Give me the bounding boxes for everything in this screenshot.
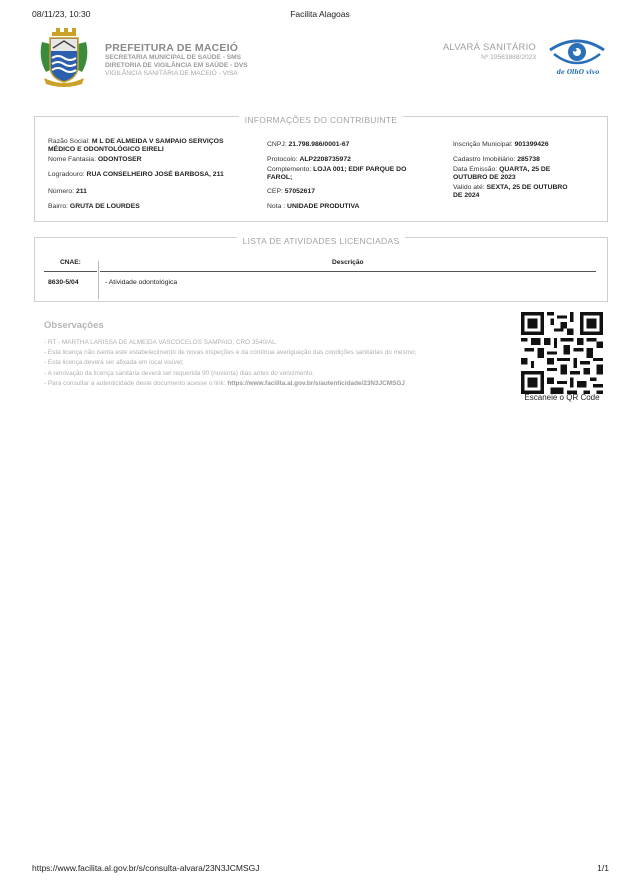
atividades-section (34, 237, 608, 302)
print-page-count: 1/1 (597, 863, 609, 873)
emissao-value-cont: OUTUBRO DE 2023 (453, 174, 516, 181)
valido-value: SEXTA, 25 DE OUTUBRO (486, 184, 568, 191)
nome-fantasia-value: ODONTOSER (97, 156, 142, 163)
observacoes-title: Observações (44, 320, 104, 331)
contribuinte-section-title: INFORMAÇÕES DO CONTRIBUINTE (239, 115, 404, 125)
row-descricao: - Atividade odontológica (105, 279, 178, 286)
nome-fantasia-field (48, 156, 142, 164)
razao-social-value-cont: MÉDICO E ODONTOLÓGICO EIRELI (48, 146, 164, 153)
list-item: - Esta licença não isenta este estabelecimento de novas inspeções e da contínua averiguação das condições sanitárias do mesmo; (44, 349, 417, 357)
valido-label: Valido até: (453, 184, 485, 191)
cadastro-imobiliario-field (453, 156, 540, 164)
cnpj-field (267, 141, 349, 149)
cep-field (267, 188, 315, 196)
emissao-label: Data Emissão: (453, 166, 498, 173)
maceio-crest-icon (36, 28, 92, 88)
razao-social-value: M L DE ALMEIDA V SAMPAIO SERVIÇOS (91, 138, 224, 145)
qr-code-icon[interactable] (521, 312, 603, 394)
olho-vivo-logo-text: de OlhO vivo (556, 69, 600, 76)
protocolo-field (267, 156, 351, 164)
column-header-descricao: Descrição (332, 259, 364, 266)
authenticity-link[interactable]: https://www.facilita.al.gov.br/s/autenticidade/23N3JCMSGJ (227, 379, 405, 387)
logradouro-field (48, 171, 224, 179)
table-header-rule-descricao (100, 271, 596, 272)
print-datetime: 08/11/23, 10:30 (32, 9, 91, 19)
protocolo-value: ALP2208735972 (299, 156, 351, 163)
complemento-label: Complemento: (267, 166, 312, 173)
nota-label: Nota : (267, 203, 286, 210)
numero-value: 211 (75, 188, 87, 195)
valido-value-cont: DE 2024 (453, 192, 480, 199)
org-line-visa: VIGILÂNCIA SANITÁRIA DE MACEIÓ - VISA (105, 70, 238, 77)
logradouro-value: RUA CONSELHEIRO JOSÉ BARBOSA, 211 (86, 171, 224, 178)
organization-block (105, 42, 248, 78)
atividades-section-title: LISTA DE ATIVIDADES LICENCIADAS (237, 236, 406, 246)
column-header-cnae: CNAE: (60, 259, 81, 266)
link-prefix: - Para consultar a autenticidade deste documento acesse o link: (44, 379, 228, 387)
document-title: ALVARÁ SANITÁRIO (442, 42, 536, 53)
table-header-rule-cnae (44, 271, 97, 272)
complemento-value: LOJA 001; EDIF PARQUE DO (313, 166, 407, 173)
razao-social-field (48, 138, 258, 154)
inscricao-value: 901399426 (514, 141, 549, 148)
numero-label: Número: (48, 188, 75, 195)
bairro-value: GRUTA DE LOURDES (69, 203, 140, 210)
row-cnae: 8630-5/04 (48, 279, 79, 286)
print-page-title: Facilita Alagoas (290, 9, 350, 19)
org-line-diretoria: DIRETORIA DE VIGILÂNCIA EM SAÚDE - DVS (105, 62, 248, 69)
print-footer-url: https://www.facilita.al.gov.br/s/consulta-alvara/23N3JCMSGJ (32, 863, 260, 873)
valido-ate-field (453, 184, 603, 200)
contribuinte-section (34, 116, 608, 222)
document-number: Nº 19563888/2023 (481, 54, 536, 61)
nota-value: UNIDADE PRODUTIVA (287, 203, 360, 210)
list-item: - Esta licença deverá ser afixada em local visível; (44, 359, 184, 367)
data-emissao-field (453, 166, 603, 182)
complemento-value-cont: FAROL; (267, 174, 293, 181)
cnpj-value: 21.798.986/0001-67 (288, 141, 350, 148)
list-item: - A renovação da licença sanitária deverá ser requerida 90 (noventa) dias antes do vencimento; (44, 369, 314, 377)
list-item (44, 379, 504, 389)
cep-label: CEP: (267, 188, 283, 195)
numero-field (48, 188, 87, 196)
table-column-separator (98, 261, 99, 299)
cadastro-label: Cadastro Imobiliário: (453, 156, 516, 163)
document-title-block (443, 42, 536, 61)
nome-fantasia-label: Nome Fantasia: (48, 156, 96, 163)
org-line-secretaria: SECRETARIA MUNICIPAL DE SAÚDE - SMS (105, 54, 242, 61)
cnpj-label: CNPJ: (267, 141, 287, 148)
cadastro-value: 285738 (517, 156, 540, 163)
protocolo-label: Protocolo: (267, 156, 298, 163)
org-name: PREFEITURA DE MACEIÓ (105, 42, 239, 54)
logradouro-label: Logradouro: (48, 171, 85, 178)
bairro-field (48, 203, 140, 211)
nota-field (267, 203, 359, 211)
list-item: - RT - MARTHA LARISSA DE ALMEIDA VASCOCELOS SAMPAIO, CRO 3540/AL. (44, 339, 278, 346)
observacoes-list (44, 338, 504, 389)
cep-value: 57052617 (284, 188, 316, 195)
inscricao-municipal-field (453, 141, 549, 149)
complemento-field (267, 166, 437, 182)
qr-code-label: Escaneie o QR Code (524, 393, 600, 402)
emissao-value: QUARTA, 25 DE (499, 166, 551, 173)
razao-social-label: Razão Social: (48, 138, 90, 145)
inscricao-label: Inscrição Municipal: (453, 141, 513, 148)
bairro-label: Bairro: (48, 203, 69, 210)
